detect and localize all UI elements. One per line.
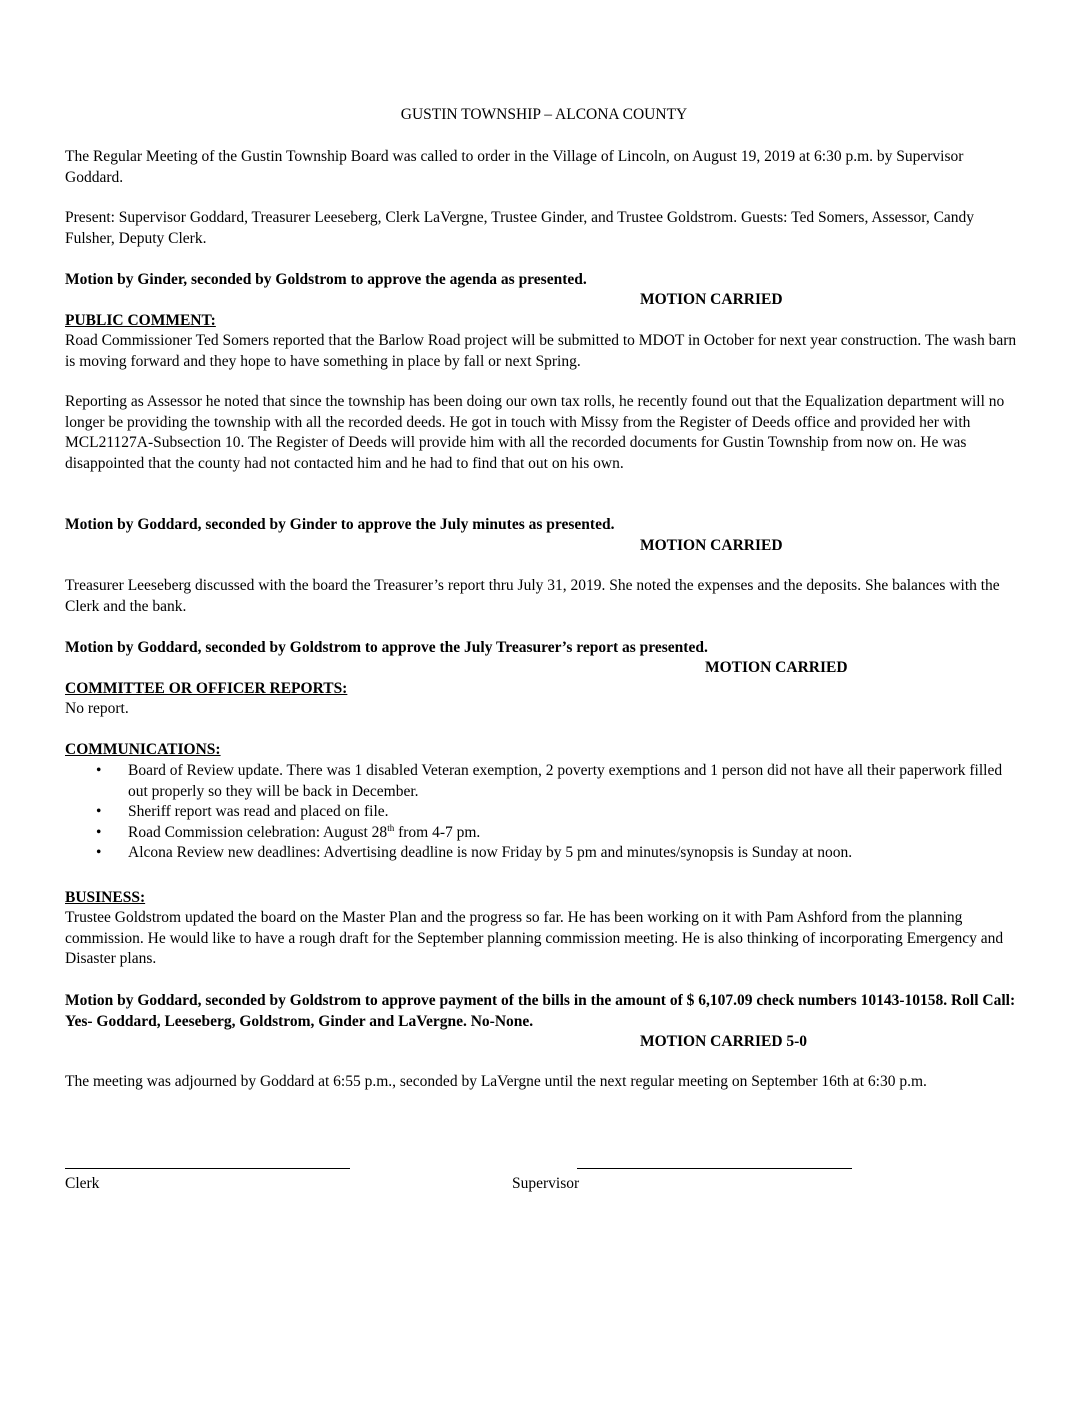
- ordinal-suffix: th: [387, 822, 395, 833]
- bullet-icon: •: [96, 762, 102, 779]
- treasurer-report-paragraph: Treasurer Leeseberg discussed with the board the Treasurer’s report thru July 31, 2019. She noted the expenses and the deposits. She balances with the Clerk and the bank.: [65, 577, 1000, 615]
- motion-carried-bills: MOTION CARRIED 5-0: [640, 1033, 808, 1050]
- intro-paragraph: The Regular Meeting of the Gustin Township Board was called to order in the Village of Lincoln, on August 19, 2019 at 6:30 p.m. by Supervisor Goddard.: [65, 148, 964, 186]
- communications-heading: COMMUNICATIONS:: [65, 741, 221, 758]
- committee-heading: COMMITTEE OR OFFICER REPORTS:: [65, 680, 348, 697]
- committee-text: No report.: [65, 700, 129, 717]
- road-commission-time: from 4-7 pm.: [394, 823, 481, 841]
- clerk-signature-label: Clerk: [65, 1175, 100, 1192]
- list-item: [65, 761, 1025, 802]
- list-item: [65, 823, 1025, 844]
- bullet-icon: •: [96, 844, 102, 861]
- bullet-icon: •: [96, 803, 102, 820]
- public-comment-paragraph-2: Reporting as Assessor he noted that since the township has been doing our own tax rolls, he recently found out that the Equalization department will no longer be providing the township with all the recorded deeds. He got in touch with Missy from the Register of Deeds office and provided her with MCL21127A-Subsection 10. The Register of Deeds will provide him with all the recorded documents for Gustin Township from now on. He was disappointed that the county had not contacted him and he had to find that out on his own.: [65, 393, 1005, 472]
- list-item-text: Alcona Review new deadlines: Advertising deadline is now Friday by 5 pm and minutes/synopsis is Sunday at noon.: [128, 844, 853, 861]
- motion-treasurer: Motion by Goddard, seconded by Goldstrom to approve the July Treasurer’s report as presented.: [65, 639, 708, 656]
- motion-carried-minutes: MOTION CARRIED: [640, 537, 783, 554]
- motion-bills: Motion by Goddard, seconded by Goldstrom to approve payment of the bills in the amount of $ 6,107.09 check numbers 10143-10158. Roll Call: Yes- Goddard, Leeseberg, Goldstrom, Ginder and LaVergne. No-None.: [65, 992, 1016, 1030]
- motion-agenda: Motion by Ginder, seconded by Goldstrom to approve the agenda as presented.: [65, 271, 587, 288]
- clerk-signature-line: [65, 1168, 350, 1169]
- present-paragraph: Present: Supervisor Goddard, Treasurer Leeseberg, Clerk LaVergne, Trustee Ginder, and Trustee Goldstrom. Guests: Ted Somers, Assessor, Candy Fulsher, Deputy Clerk.: [65, 209, 975, 247]
- list-item-text: Sheriff report was read and placed on file.: [128, 803, 389, 820]
- business-heading: BUSINESS:: [65, 889, 146, 906]
- document-title: GUSTIN TOWNSHIP – ALCONA COUNTY: [400, 106, 688, 123]
- public-comment-paragraph-1: Road Commissioner Ted Somers reported that the Barlow Road project will be submitted to MDOT in October for next year construction. The wash barn is moving forward and they hope to have something in place by fall or next Spring.: [65, 332, 1017, 370]
- public-comment-heading: PUBLIC COMMENT:: [65, 312, 216, 329]
- communications-list: [65, 761, 1025, 864]
- motion-carried-treasurer: MOTION CARRIED: [705, 659, 848, 676]
- business-paragraph: Trustee Goldstrom updated the board on the Master Plan and the progress so far. He has been working on it with Pam Ashford from the planning commission. He would like to have a rough draft for the September planning commission meeting. He is also thinking of incorporating Emergency and Disaster plans.: [65, 909, 1004, 967]
- motion-minutes: Motion by Goddard, seconded by Ginder to approve the July minutes as presented.: [65, 516, 615, 533]
- motion-carried-agenda: MOTION CARRIED: [640, 291, 783, 308]
- list-item-text: Board of Review update. There was 1 disabled Veteran exemption, 2 poverty exemptions and 1 person did not have all their paperwork filled out properly so they will be back in December.: [128, 762, 1003, 800]
- list-item: [65, 843, 1025, 864]
- bullet-icon: •: [96, 823, 102, 841]
- road-commission-text: Road Commission celebration: August 28: [128, 823, 388, 841]
- supervisor-signature-line: [577, 1168, 852, 1169]
- adjourn-paragraph: The meeting was adjourned by Goddard at 6:55 p.m., seconded by LaVergne until the next regular meeting on September 16th at 6:30 p.m.: [65, 1073, 927, 1090]
- list-item-text: [128, 824, 480, 841]
- supervisor-signature-label: Supervisor: [512, 1175, 580, 1192]
- list-item: [65, 802, 1025, 823]
